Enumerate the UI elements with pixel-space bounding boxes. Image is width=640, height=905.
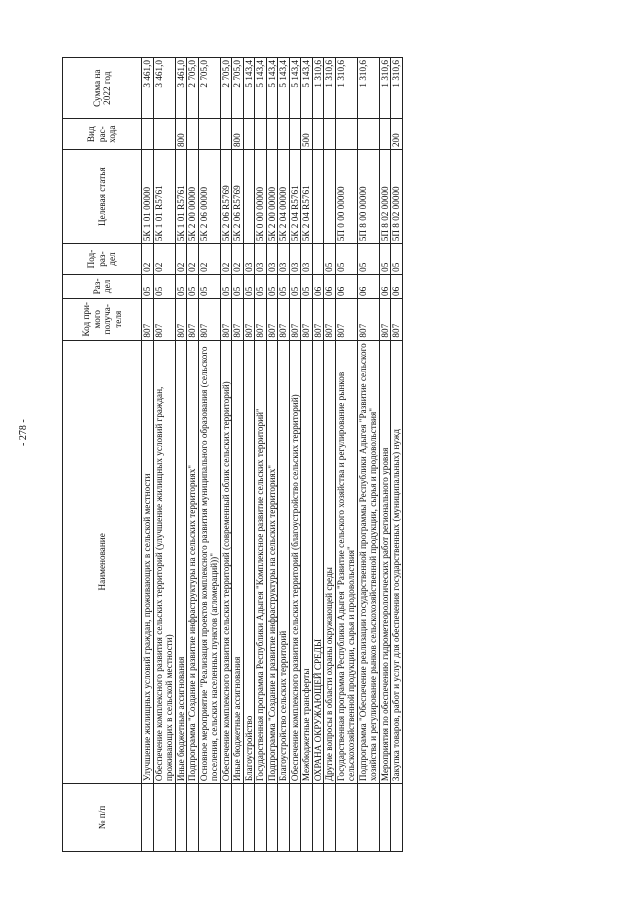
row-sum-cell: 1 310,6 [391, 58, 403, 119]
row-admin-code-cell: 807 [220, 298, 232, 340]
row-sum-cell: 1 310,6 [335, 58, 357, 119]
row-podrazdel-cell: 05 [357, 244, 379, 275]
row-sum-cell: 1 310,6 [324, 58, 336, 119]
table-row [312, 58, 324, 852]
row-podrazdel-cell: 02 [187, 244, 199, 275]
row-podrazdel-cell: 03 [278, 244, 290, 275]
row-number-cell [142, 784, 154, 852]
row-admin-code-cell: 807 [312, 298, 324, 340]
row-number-cell [198, 784, 220, 852]
row-number-cell [255, 784, 267, 852]
table-row [198, 58, 220, 852]
row-podrazdel-cell: 05 [379, 244, 391, 275]
row-vid-cell [278, 119, 290, 150]
row-admin-code-cell: 807 [175, 298, 187, 340]
header-name: Наименование [63, 340, 142, 784]
row-admin-code-cell: 807 [278, 298, 290, 340]
row-admin-code-cell: 807 [243, 298, 255, 340]
table-row [357, 58, 379, 852]
row-name-cell: Обеспечение комплексного развития сельских территорий (улучшение жилищных условий граждан, проживающих в сельской местности) [153, 340, 175, 784]
row-razdel-cell: 05 [289, 274, 301, 298]
row-sum-cell: 5 143,4 [278, 58, 290, 119]
row-admin-code-cell: 807 [142, 298, 154, 340]
row-vid-cell [379, 119, 391, 150]
budget-table [62, 57, 403, 852]
row-target-cell: 5К 2 04 R5761 [289, 150, 301, 244]
row-podrazdel-cell: 05 [324, 244, 336, 275]
row-admin-code-cell: 807 [198, 298, 220, 340]
budget-table-rotated [62, 57, 640, 852]
row-target-cell: 5К 1 01 R5761 [153, 150, 175, 244]
row-name-cell: Межбюджетные трансферты [301, 340, 313, 784]
row-razdel-cell: 06 [335, 274, 357, 298]
row-name-cell: Подпрограмма "Обеспечение реализации государственной программы Республики Адыгея "Развитие сельского хозяйства и регулирование рынков сельскохозяйственной продукции, сырья и продовольствия" [357, 340, 379, 784]
row-name-cell: Обеспечение комплексного развития сельских территорий (современный облик сельских территорий) [220, 340, 232, 784]
row-name-cell: Благоустройство [243, 340, 255, 784]
row-razdel-cell: 05 [232, 274, 244, 298]
row-podrazdel-cell: 02 [153, 244, 175, 275]
row-sum-cell: 5 143,4 [289, 58, 301, 119]
row-target-cell: 5К 1 01 R5761 [175, 150, 187, 244]
row-admin-code-cell: 807 [266, 298, 278, 340]
row-sum-cell: 3 461,0 [153, 58, 175, 119]
row-target-cell: 5П 0 00 00000 [335, 150, 357, 244]
table-row [153, 58, 175, 852]
table-row [289, 58, 301, 852]
row-number-cell [379, 784, 391, 852]
row-name-cell: Иные бюджетные ассигнования [232, 340, 244, 784]
row-target-cell: 5П 8 02 00000 [379, 150, 391, 244]
row-razdel-cell: 05 [255, 274, 267, 298]
row-number-cell [175, 784, 187, 852]
row-vid-cell [198, 119, 220, 150]
row-vid-cell [324, 119, 336, 150]
header-admin: Код при-мого получа-теля [63, 298, 142, 340]
table-row [278, 58, 290, 852]
row-vid-cell [289, 119, 301, 150]
table-row [142, 58, 154, 852]
table-row [379, 58, 391, 852]
row-vid-cell [335, 119, 357, 150]
row-target-cell: 5К 2 04 R5761 [301, 150, 313, 244]
row-sum-cell: 1 310,6 [312, 58, 324, 119]
row-vid-cell: 200 [391, 119, 403, 150]
table-row [255, 58, 267, 852]
row-name-cell: Основное мероприятие "Реализация проектов комплексного развития муниципального образования (сельского поселения, сельских населенных пунктов (агломераций))" [198, 340, 220, 784]
row-vid-cell: 800 [175, 119, 187, 150]
row-admin-code-cell: 807 [232, 298, 244, 340]
row-razdel-cell: 05 [220, 274, 232, 298]
row-admin-code-cell: 807 [391, 298, 403, 340]
row-razdel-cell: 05 [301, 274, 313, 298]
table-row [301, 58, 313, 852]
row-razdel-cell: 05 [278, 274, 290, 298]
row-number-cell [312, 784, 324, 852]
header-vid: Вид рас-хода [63, 119, 142, 150]
row-sum-cell: 5 143,4 [255, 58, 267, 119]
row-name-cell: Подпрограмма "Создание и развитие инфраструктуры на сельских территориях" [266, 340, 278, 784]
row-podrazdel-cell: 05 [335, 244, 357, 275]
row-number-cell [243, 784, 255, 852]
row-name-cell: Иные бюджетные ассигнования [175, 340, 187, 784]
row-admin-code-cell: 807 [255, 298, 267, 340]
row-target-cell: 5К 2 04 00000 [278, 150, 290, 244]
row-number-cell [324, 784, 336, 852]
table-body [142, 58, 403, 852]
row-number-cell [335, 784, 357, 852]
row-podrazdel-cell: 03 [255, 244, 267, 275]
row-razdel-cell: 05 [153, 274, 175, 298]
row-vid-cell [153, 119, 175, 150]
table-row [175, 58, 187, 852]
row-podrazdel-cell: 03 [289, 244, 301, 275]
row-number-cell [220, 784, 232, 852]
row-sum-cell: 2 705,0 [220, 58, 232, 119]
row-razdel-cell: 05 [243, 274, 255, 298]
row-sum-cell: 3 461,0 [142, 58, 154, 119]
table-row [220, 58, 232, 852]
row-vid-cell [357, 119, 379, 150]
row-name-cell: Улучшение жилищных условий граждан, проживающих в сельской местности [142, 340, 154, 784]
row-target-cell: 5К 1 01 00000 [142, 150, 154, 244]
row-sum-cell: 1 310,6 [357, 58, 379, 119]
row-admin-code-cell: 807 [289, 298, 301, 340]
header-razdel: Раз-дел [63, 274, 142, 298]
row-vid-cell [312, 119, 324, 150]
row-sum-cell: 2 705,0 [198, 58, 220, 119]
table-row [266, 58, 278, 852]
header-target: Целевая статья [63, 150, 142, 244]
row-target-cell [324, 150, 336, 244]
row-podrazdel-cell [312, 244, 324, 275]
row-number-cell [266, 784, 278, 852]
row-podrazdel-cell: 03 [301, 244, 313, 275]
row-podrazdel-cell: 03 [266, 244, 278, 275]
row-razdel-cell: 05 [266, 274, 278, 298]
row-target-cell: 5К 0 00 00000 [255, 150, 267, 244]
row-vid-cell: 800 [232, 119, 244, 150]
row-name-cell: Мероприятия по обеспечению гидрометеорологических работ регионального уровня [379, 340, 391, 784]
row-podrazdel-cell: 02 [220, 244, 232, 275]
table-row [232, 58, 244, 852]
row-podrazdel-cell: 02 [142, 244, 154, 275]
row-target-cell [243, 150, 255, 244]
row-name-cell: Государственная программа Республики Адыгея "Развитие сельского хозяйства и регулирование рынков сельскохозяйственной продукции, сырья и продовольствия" [335, 340, 357, 784]
row-admin-code-cell: 807 [153, 298, 175, 340]
row-number-cell [391, 784, 403, 852]
page-number: - 278 - [18, 419, 29, 446]
row-number-cell [357, 784, 379, 852]
row-admin-code-cell: 807 [357, 298, 379, 340]
row-target-cell: 5П 8 00 00000 [357, 150, 379, 244]
table-row [187, 58, 199, 852]
row-podrazdel-cell: 03 [243, 244, 255, 275]
row-podrazdel-cell: 02 [175, 244, 187, 275]
row-admin-code-cell: 807 [324, 298, 336, 340]
row-razdel-cell: 06 [357, 274, 379, 298]
header-no: № п/п [63, 784, 142, 852]
row-number-cell [232, 784, 244, 852]
row-sum-cell: 5 143,4 [243, 58, 255, 119]
row-podrazdel-cell: 02 [198, 244, 220, 275]
row-number-cell [301, 784, 313, 852]
row-target-cell: 5К 2 06 R5769 [232, 150, 244, 244]
row-name-cell: Другие вопросы в области охраны окружающей среды [324, 340, 336, 784]
header-podrazdel: Под-раз-дел [63, 244, 142, 275]
row-target-cell: 5К 2 06 R5769 [220, 150, 232, 244]
row-razdel-cell: 06 [324, 274, 336, 298]
row-razdel-cell: 05 [142, 274, 154, 298]
row-vid-cell [220, 119, 232, 150]
row-razdel-cell: 05 [187, 274, 199, 298]
row-sum-cell: 2 705,0 [232, 58, 244, 119]
table-header-row [63, 58, 142, 852]
row-admin-code-cell: 807 [187, 298, 199, 340]
row-sum-cell: 2 705,0 [187, 58, 199, 119]
row-admin-code-cell: 807 [301, 298, 313, 340]
row-sum-cell: 3 461,0 [175, 58, 187, 119]
row-number-cell [187, 784, 199, 852]
row-razdel-cell: 05 [175, 274, 187, 298]
row-target-cell: 5К 2 06 00000 [198, 150, 220, 244]
row-name-cell: Благоустройство сельских территорий [278, 340, 290, 784]
row-target-cell: 5П 8 02 00000 [391, 150, 403, 244]
row-name-cell: Государственная программа Республики Адыгея "Комплексное развитие сельских территорий" [255, 340, 267, 784]
table-row [243, 58, 255, 852]
row-name-cell: Обеспечение комплексного развития сельских территорий (благоустройство сельских территорий) [289, 340, 301, 784]
row-vid-cell [142, 119, 154, 150]
row-razdel-cell: 05 [198, 274, 220, 298]
table-row [391, 58, 403, 852]
row-razdel-cell: 06 [312, 274, 324, 298]
row-number-cell [278, 784, 290, 852]
table-row [335, 58, 357, 852]
row-sum-cell: 5 143,4 [301, 58, 313, 119]
row-number-cell [153, 784, 175, 852]
row-target-cell: 5К 2 00 00000 [266, 150, 278, 244]
row-sum-cell: 1 310,6 [379, 58, 391, 119]
row-target-cell [312, 150, 324, 244]
row-vid-cell [187, 119, 199, 150]
row-vid-cell [255, 119, 267, 150]
row-number-cell [289, 784, 301, 852]
row-admin-code-cell: 807 [335, 298, 357, 340]
row-vid-cell [243, 119, 255, 150]
row-vid-cell [266, 119, 278, 150]
row-admin-code-cell: 807 [379, 298, 391, 340]
row-vid-cell: 500 [301, 119, 313, 150]
table-row [324, 58, 336, 852]
row-razdel-cell: 06 [391, 274, 403, 298]
row-podrazdel-cell: 02 [232, 244, 244, 275]
row-name-cell: ОХРАНА ОКРУЖАЮЩЕЙ СРЕДЫ [312, 340, 324, 784]
row-sum-cell: 5 143,4 [266, 58, 278, 119]
header-sum: Сумма на 2022 год [63, 58, 142, 119]
row-razdel-cell: 06 [379, 274, 391, 298]
row-target-cell: 5К 2 00 00000 [187, 150, 199, 244]
row-name-cell: Подпрограмма "Создание и развитие инфраструктуры на сельских территориях" [187, 340, 199, 784]
row-podrazdel-cell: 05 [391, 244, 403, 275]
row-name-cell: Закупка товаров, работ и услуг для обеспечения государственных (муниципальных) нужд [391, 340, 403, 784]
